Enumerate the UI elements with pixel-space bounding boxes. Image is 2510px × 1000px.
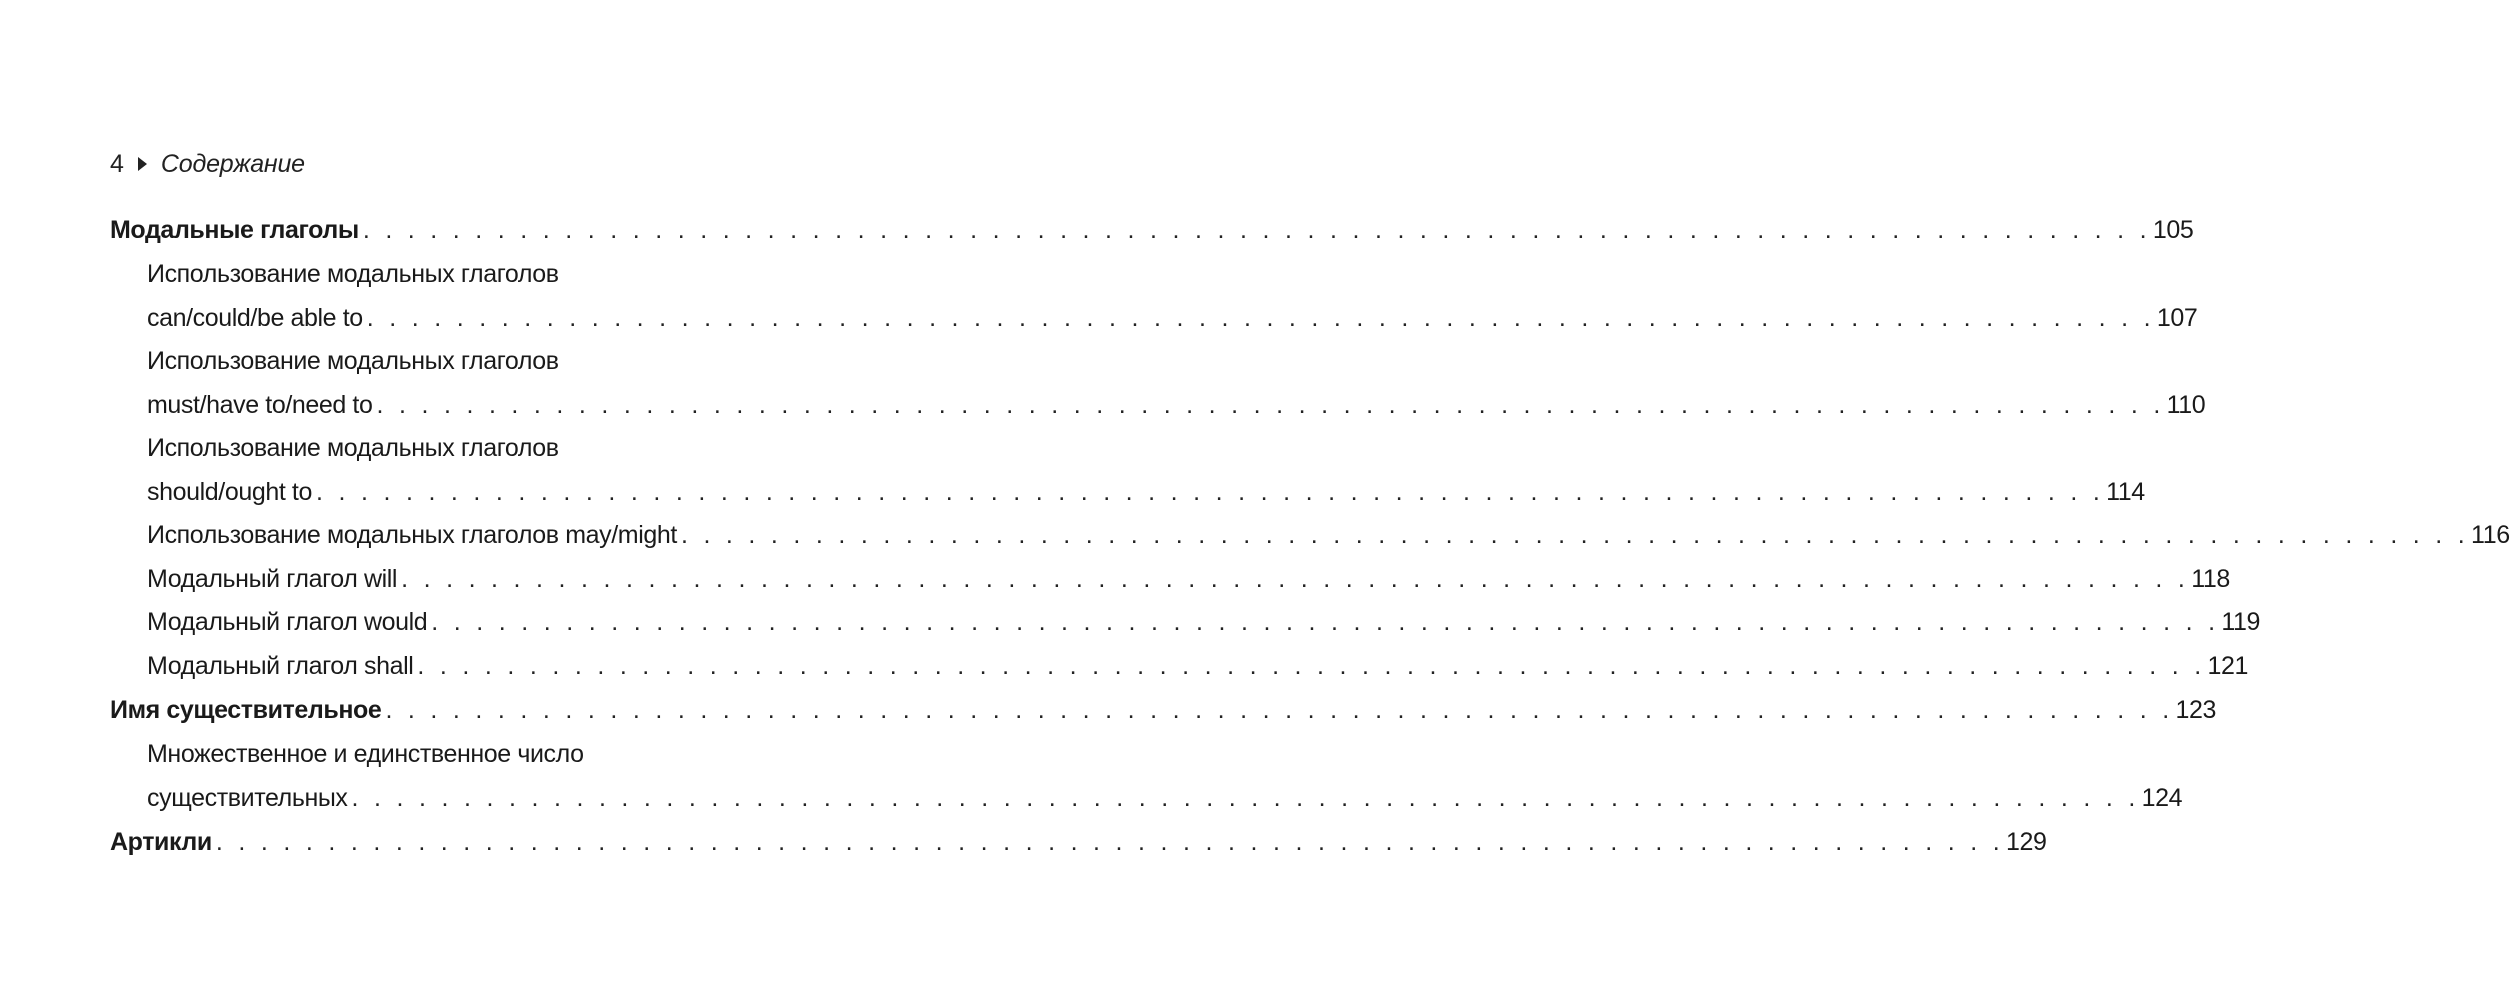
- toc-entry-title: Имя существительное: [110, 696, 382, 724]
- toc-entry-title: Модальный глагол shall: [147, 651, 414, 680]
- toc-page-number: 124: [2141, 783, 2183, 812]
- toc-entry-lead: [110, 733, 704, 777]
- triangle-arrow-icon: [138, 157, 147, 171]
- toc-entry-title: Модальный глагол will: [147, 564, 398, 593]
- dot-leader: . . . . . . . . . . . . . . . . . . . . . . . . . . . . . . . . . . . . . . . . . . . . . . . . . . . . . . . . . . . . . . . . . . . . . . . . . . . . . . . .: [680, 521, 2470, 549]
- table-of-contents: [110, 208, 2510, 865]
- toc-page-number: 119: [2221, 608, 2261, 636]
- toc-chapter: [110, 208, 2194, 253]
- toc-page-number: 105: [2152, 216, 2194, 244]
- dot-leader: . . . . . . . . . . . . . . . . . . . . . . . . . . . . . . . . . . . . . . . . . . . . . . . . . . . . . . . . . . . . . . . . . . . . . . . . . . . . . . . .: [315, 477, 2105, 506]
- toc-entry-title: must/have to/need to: [147, 390, 373, 419]
- toc-page-number: 114: [2106, 477, 2145, 506]
- toc-page-number: 129: [2005, 828, 2047, 856]
- toc-entry-lead-text: Множественное и единственное число: [147, 740, 584, 768]
- toc-entry: [110, 297, 2198, 341]
- dot-leader: . . . . . . . . . . . . . . . . . . . . . . . . . . . . . . . . . . . . . . . . . . . . . . . . . . . . . . . . . . . . . . . . . . . . . . . . . . . . . . . .: [366, 303, 2155, 332]
- toc-entry-title: Модальный глагол would: [147, 608, 428, 636]
- toc-entry: [110, 558, 2230, 602]
- toc-page-number: 116: [2471, 521, 2510, 549]
- toc-entry-title: существительных: [147, 783, 348, 812]
- page-number: 4: [110, 149, 124, 178]
- toc-entry: [110, 777, 2183, 821]
- toc-page-number: 123: [2175, 696, 2217, 724]
- running-head: [110, 146, 305, 182]
- dot-leader: . . . . . . . . . . . . . . . . . . . . . . . . . . . . . . . . . . . . . . . . . . . . . . . . . . . . . . . . . . . . . . . . . . . . . . . . . . . . . . . .: [362, 216, 2151, 244]
- dot-leader: . . . . . . . . . . . . . . . . . . . . . . . . . . . . . . . . . . . . . . . . . . . . . . . . . . . . . . . . . . . . . . . . . . . . . . . . . . . . . . . .: [401, 564, 2190, 593]
- toc-chapter: [110, 820, 2047, 865]
- toc-entry: [110, 384, 2206, 428]
- toc-entry-lead-text: Использование модальных глаголов: [147, 347, 559, 375]
- toc-entry-title: should/ought to: [147, 477, 312, 506]
- dot-leader: . . . . . . . . . . . . . . . . . . . . . . . . . . . . . . . . . . . . . . . . . . . . . . . . . . . . . . . . . . . . . . . . . . . . . . . . . . . . . . . .: [351, 783, 2140, 812]
- toc-entry-title: Модальные глаголы: [110, 216, 359, 244]
- dot-leader: . . . . . . . . . . . . . . . . . . . . . . . . . . . . . . . . . . . . . . . . . . . . . . . . . . . . . . . . . . . . . . . . . . . . . . . . . . . . . . . .: [385, 696, 2174, 724]
- toc-page-number: 121: [2207, 651, 2248, 680]
- toc-entry-title: can/could/be able to: [147, 303, 363, 332]
- toc-entry-lead: [110, 427, 704, 471]
- toc-entry-lead-text: Использование модальных глаголов: [147, 434, 559, 462]
- toc-entry-title: Артикли: [110, 828, 212, 856]
- toc-entry-lead-text: Использование модальных глаголов: [147, 260, 559, 288]
- toc-page-number: 107: [2156, 303, 2198, 332]
- toc-page-number: 110: [2166, 390, 2206, 419]
- dot-leader: . . . . . . . . . . . . . . . . . . . . . . . . . . . . . . . . . . . . . . . . . . . . . . . . . . . . . . . . . . . . . . . . . . . . . . . . . . . . . . . .: [215, 828, 2004, 856]
- toc-entry: [110, 601, 2261, 645]
- toc-page-number: 118: [2191, 564, 2230, 593]
- dot-leader: . . . . . . . . . . . . . . . . . . . . . . . . . . . . . . . . . . . . . . . . . . . . . . . . . . . . . . . . . . . . . . . . . . . . . . . . . . . . . . . .: [417, 651, 2206, 680]
- toc-chapter: [110, 688, 2217, 733]
- toc-entry-lead: [110, 340, 704, 384]
- toc-entry: [110, 514, 2510, 558]
- running-head-title: Содержание: [160, 149, 305, 178]
- toc-entry-lead: [110, 253, 704, 297]
- toc-entry-title: Использование модальных глаголов may/might: [147, 521, 677, 549]
- toc-entry: [110, 645, 2248, 689]
- toc-entry: [110, 471, 2145, 515]
- dot-leader: . . . . . . . . . . . . . . . . . . . . . . . . . . . . . . . . . . . . . . . . . . . . . . . . . . . . . . . . . . . . . . . . . . . . . . . . . . . . . . . .: [376, 390, 2165, 419]
- dot-leader: . . . . . . . . . . . . . . . . . . . . . . . . . . . . . . . . . . . . . . . . . . . . . . . . . . . . . . . . . . . . . . . . . . . . . . . . . . . . . . . .: [431, 608, 2220, 636]
